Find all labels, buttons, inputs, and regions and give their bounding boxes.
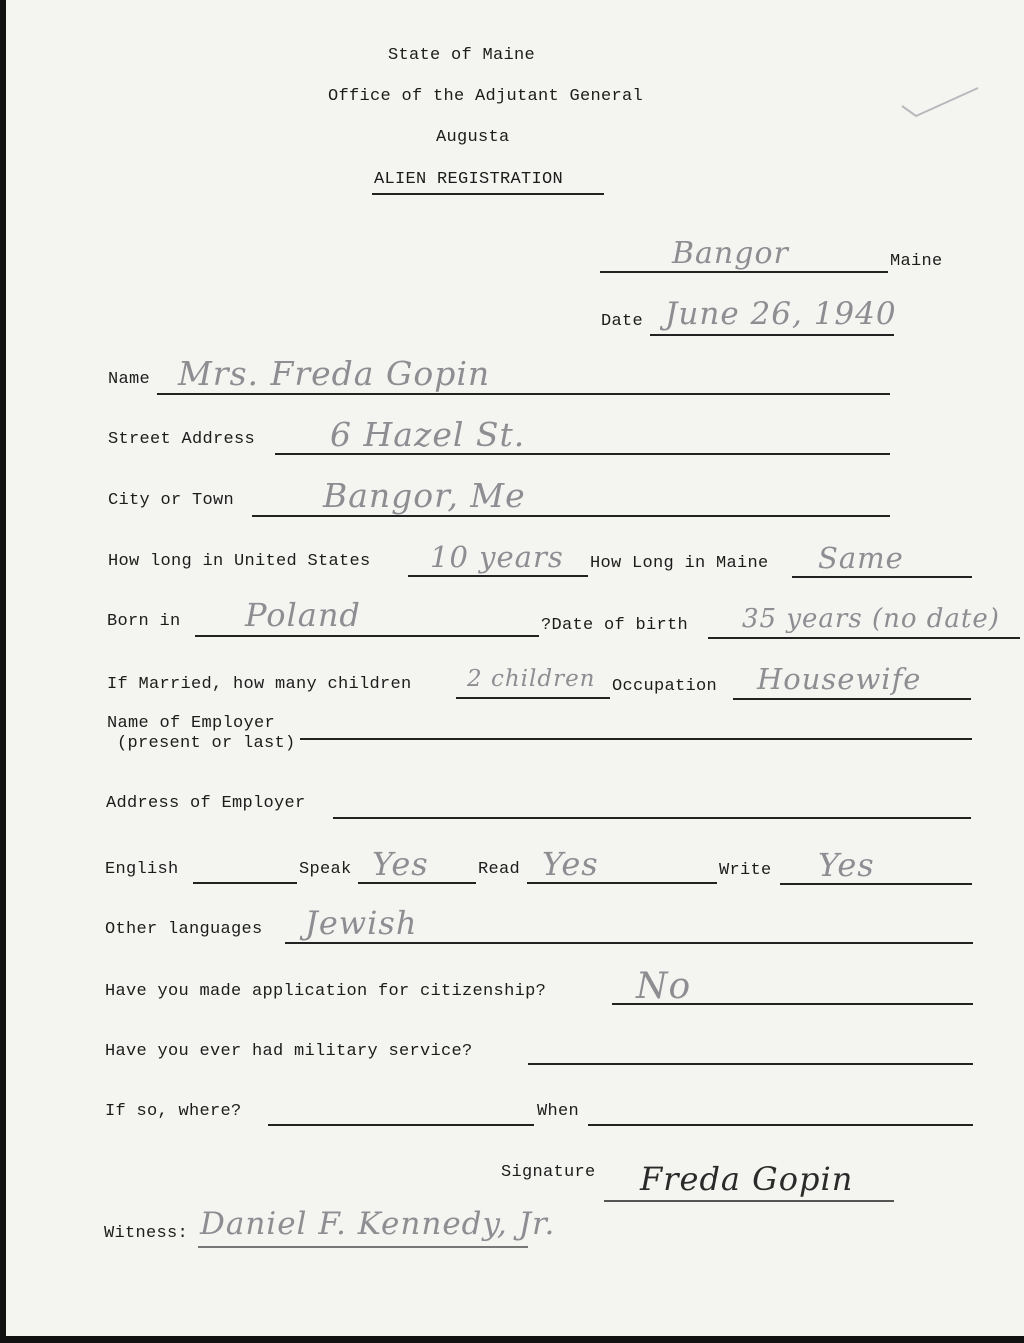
born-in-value: Poland [245,596,361,634]
date-of-birth-value: 35 years (no date) [742,604,1000,634]
city-town-label: City or Town [108,491,235,510]
read-label: Read [478,860,521,879]
born-in-label: Born in [107,612,181,631]
employer-name-label: Name of Employer [107,714,276,733]
how-long-maine-label: How Long in Maine [590,554,769,573]
write-line [780,883,972,885]
speak-label: Speak [299,860,352,879]
write-label: Write [719,861,772,880]
name-line [157,393,890,395]
other-languages-value: Jewish [305,904,418,942]
place-line [600,271,888,273]
children-value: 2 children [467,666,596,692]
occupation-value: Housewife [757,662,922,696]
how-long-us-line [408,575,588,577]
street-value: 6 Hazel St. [330,415,526,454]
city-town-value: Bangor, Me [323,476,526,515]
signature-line [604,1200,894,1202]
date-label: Date [601,312,644,331]
employer-address-line [333,817,971,819]
witness-label: Witness: [104,1224,189,1243]
header-office: Office of the Adjutant General [328,87,644,106]
born-in-line [195,635,539,637]
english-line [193,882,297,884]
military-label: Have you ever had military service? [105,1042,473,1061]
name-value: Mrs. Freda Gopin [178,354,491,393]
military-line [528,1063,973,1065]
place-value: Bangor [672,236,789,271]
where-line [268,1124,534,1126]
married-children-label: If Married, how many children [107,675,412,694]
signature-label: Signature [501,1163,596,1182]
english-label: English [105,860,179,879]
citizenship-value: No [636,966,692,1007]
occupation-label: Occupation [612,677,718,696]
name-label: Name [108,370,151,389]
header-state: State of Maine [388,46,536,65]
check-mark-icon [898,84,982,124]
scan-edge-left [0,0,6,1343]
date-value: June 26, 1940 [665,296,897,332]
employer-address-label: Address of Employer [106,794,306,813]
signature-value: Freda Gopin [640,1160,854,1198]
write-value: Yes [818,846,875,884]
witness-line [198,1246,528,1248]
street-label: Street Address [108,430,256,449]
witness-value: Daniel F. Kennedy, Jr. [200,1206,556,1242]
date-line [650,334,894,336]
read-value: Yes [542,845,599,883]
when-line [588,1124,973,1126]
how-long-us-label: How long in United States [108,552,371,571]
how-long-maine-line [792,576,972,578]
form-title: ALIEN REGISTRATION [374,170,564,189]
how-long-us-value: 10 years [430,540,564,574]
date-of-birth-line [708,637,1020,639]
where-label: If so, where? [105,1102,242,1121]
date-of-birth-label: ?Date of birth [541,616,689,635]
other-languages-label: Other languages [105,920,263,939]
employer-name-sublabel: (present or last) [117,734,296,753]
children-line [456,697,610,699]
maine-label: Maine [890,252,943,271]
form-title-underline [372,193,604,195]
city-town-line [252,515,890,517]
when-label: When [537,1102,580,1121]
how-long-maine-value: Same [818,541,904,575]
occupation-line [733,698,971,700]
speak-value: Yes [372,845,429,883]
other-languages-line [285,942,973,944]
scan-edge-bottom [0,1336,1024,1343]
employer-name-line [300,738,972,740]
header-city: Augusta [436,128,510,147]
citizenship-label: Have you made application for citizenship? [105,982,547,1001]
